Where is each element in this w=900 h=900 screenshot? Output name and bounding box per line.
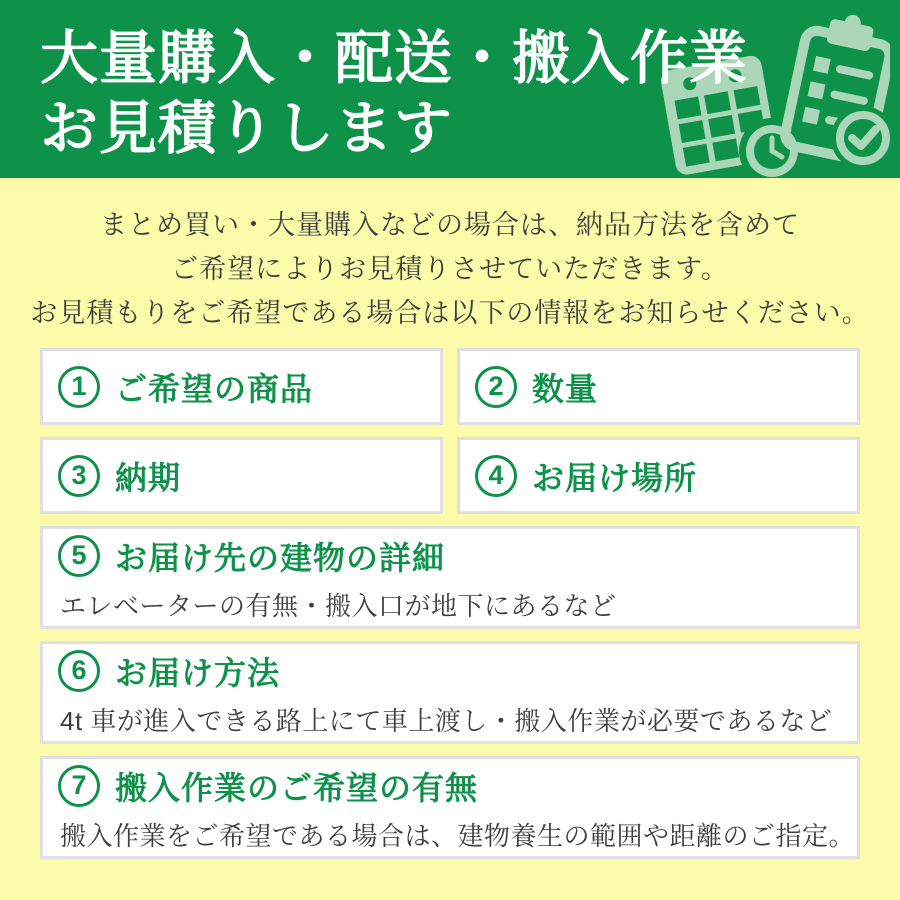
item-title-row [58, 453, 440, 499]
item-title-row [58, 648, 857, 694]
item-title-label: 搬入作業のご希望の有無 [115, 769, 479, 806]
info-item-3 [40, 437, 443, 514]
item-title-row [58, 763, 857, 809]
intro-line: まとめ買い・大量購入などの場合は、納品方法を含めて [100, 210, 800, 240]
header-banner [0, 0, 900, 178]
item-title-label: 納期 [115, 459, 182, 496]
header-title [0, 0, 900, 164]
info-item-4 [457, 437, 860, 514]
info-item-6 [40, 641, 860, 744]
header-title-line2: お見積りします [40, 96, 454, 161]
item-number-badge: 5 [58, 535, 100, 577]
header-title-line1: 大量購入・配送・搬入作業 [40, 26, 749, 91]
intro-text [0, 178, 900, 335]
item-number-badge: 6 [58, 650, 100, 692]
item-description: エレベーターの有無・搬入口が地下にあるなど [60, 590, 617, 621]
item-number-badge: 4 [475, 455, 517, 497]
item-number-badge: 3 [58, 455, 100, 497]
info-items [40, 348, 860, 859]
info-item-5 [40, 526, 860, 629]
item-title-row [475, 453, 857, 499]
intro-line: ご希望によりお見積りさせていただきます。 [171, 254, 729, 284]
item-title-label: 数量 [532, 370, 599, 407]
info-item-1 [40, 348, 443, 425]
item-title-label: お届け場所 [532, 459, 698, 496]
item-description: 搬入作業をご希望である場合は、建物養生の範囲や距離のご指定。 [60, 820, 856, 851]
item-title-row [58, 533, 857, 579]
item-description: 4t 車が進入できる路上にて車上渡し・搬入作業が必要であるなど [60, 705, 833, 736]
info-item-2 [457, 348, 860, 425]
item-title-label: お届け先の建物の詳細 [115, 539, 446, 576]
item-title-row [58, 364, 440, 410]
info-item-7 [40, 756, 860, 859]
intro-line: お見積もりをご希望である場合は以下の情報をお知らせください。 [30, 298, 870, 328]
item-title-row [475, 364, 857, 410]
item-number-badge: 1 [58, 366, 100, 408]
item-number-badge: 7 [58, 765, 100, 807]
item-title-label: ご希望の商品 [115, 370, 314, 407]
item-number-badge: 2 [475, 366, 517, 408]
item-title-label: お届け方法 [115, 654, 281, 691]
